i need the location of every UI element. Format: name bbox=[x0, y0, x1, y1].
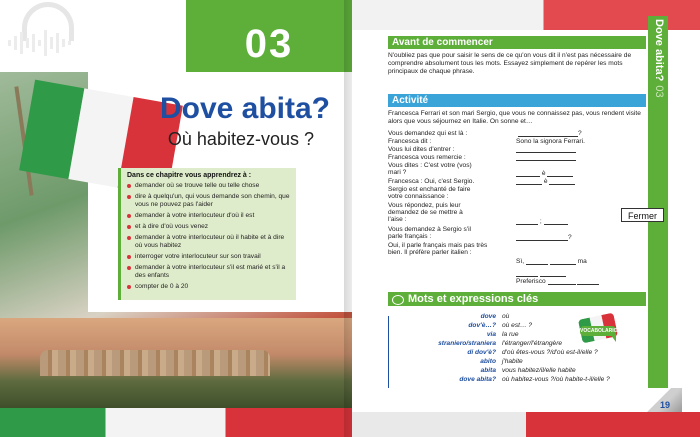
vocab-row: di dov'è? d'où êtes-vous ?/d'où est-il/elle ? bbox=[467, 349, 598, 356]
vocab-row: dove abita? où habitez-vous ?/où habite-t-il/elle ? bbox=[459, 376, 610, 383]
chapter-number: 03 bbox=[244, 22, 294, 66]
dialogue-line: Vous lui dites d'entrer : bbox=[388, 146, 455, 153]
activite-intro: Francesca Ferrari et son mari Sergio, que vous ne connaissez pas, vous rendent visite alors que vous séjournez en Italie. On sonne et… bbox=[388, 110, 641, 125]
list-item: demander à votre interlocuteur s'il est marié et s'il a des enfants bbox=[127, 264, 290, 280]
answer-blank[interactable] bbox=[516, 146, 576, 153]
learn-box bbox=[118, 168, 296, 300]
list-item: interroger votre interlocuteur sur son travail bbox=[127, 253, 290, 261]
flag-strip-bottom-right bbox=[352, 412, 700, 437]
dialogue-line: Oui, il parle français mais pas très bien. Il préfère parler italien : bbox=[388, 242, 488, 256]
list-item: demander à votre interlocuteur où il habite et à dire où vous habitez bbox=[127, 234, 290, 250]
vocab-row: abito j'habite bbox=[480, 358, 523, 365]
section-header-activite: Activité bbox=[388, 94, 646, 107]
vocab-row: abita vous habitez/il/elle habite bbox=[480, 367, 576, 374]
vocab-row: straniero/straniera l'étranger/l'étrangère bbox=[438, 340, 563, 347]
dialogue-line: Francesca dit : bbox=[388, 138, 432, 145]
vocab-badge: VOCABOLARIO bbox=[580, 328, 618, 334]
town-photo bbox=[0, 318, 352, 408]
answer-blank[interactable] bbox=[516, 270, 566, 277]
answer-blank[interactable]: ? bbox=[516, 234, 572, 241]
dialogue-line: Francesca : Oui, c'est Sergio. bbox=[388, 178, 475, 185]
vocab-row: dov'è…? où est… ? bbox=[468, 322, 533, 329]
vocab-row: via la rue bbox=[486, 331, 519, 338]
list-item: demander où se trouve telle ou telle chose bbox=[127, 182, 290, 190]
vocab-row: dove où bbox=[480, 313, 510, 320]
flag-strip-bottom-left bbox=[0, 408, 352, 437]
sidebar-title: Dove abita?03 bbox=[653, 19, 665, 98]
dialogue-line: Vous demandez qui est là : bbox=[388, 130, 468, 137]
section-header-mots: Mots et expressions clés bbox=[388, 292, 646, 306]
dialogue-line: Vous répondez, puis leur demandez de se mettre à l'aise : bbox=[388, 202, 463, 223]
list-item: et à dire d'où vous venez bbox=[127, 223, 290, 231]
answer-blank[interactable]: Sì, ma bbox=[516, 258, 587, 265]
list-item: demander à votre interlocuteur d'où il est bbox=[127, 212, 290, 220]
dialogue-line: Vous demandez à Sergio s'il parle français : bbox=[388, 226, 471, 240]
list-item: compter de 0 à 20 bbox=[127, 283, 290, 291]
speech-icon bbox=[392, 295, 404, 305]
answer-blank[interactable] bbox=[516, 154, 576, 161]
answer-blank[interactable]: ? bbox=[518, 130, 582, 137]
close-button[interactable]: Fermer bbox=[621, 208, 664, 222]
town-buildings bbox=[40, 350, 270, 376]
list-item: dire à quelqu'un, qui vous demande son chemin, que vous ne pouvez pas l'aider bbox=[127, 193, 290, 209]
answer-sono: Sono la signora Ferrari. bbox=[516, 138, 585, 145]
dialogue-line: Francesca vous remercie : bbox=[388, 154, 466, 161]
dialogue-line: Sergio est enchanté de faire votre connaissance : bbox=[388, 186, 471, 200]
answer-preferisco[interactable]: Preferisco bbox=[516, 278, 599, 285]
dialogue-line: Vous dites : C'est votre (vos) mari ? bbox=[388, 162, 472, 176]
answer-blank[interactable]: ; bbox=[516, 218, 568, 225]
page-number: 19 bbox=[660, 400, 671, 410]
audio-wave-icon bbox=[6, 28, 76, 58]
avant-text: N'oubliez pas que pour saisir le sens de ce qu'on vous dit il n'est pas nécessaire de comprendre absolument tous les mots. Essayez simplement de repérer les mots principaux de chaque phrase. bbox=[388, 52, 632, 75]
answer-blank[interactable]: è bbox=[516, 178, 575, 185]
page-subtitle: Où habitez-vous ? bbox=[167, 129, 314, 149]
section-header-avant: Avant de commencer bbox=[388, 36, 646, 49]
vocab-badge-tail bbox=[610, 334, 616, 342]
activity-dialogue bbox=[388, 130, 646, 288]
learn-box-heading: Dans ce chapitre vous apprendrez à : bbox=[127, 172, 252, 179]
page-title: Dove abita? bbox=[159, 92, 330, 125]
answer-blank[interactable]: è bbox=[516, 170, 573, 177]
